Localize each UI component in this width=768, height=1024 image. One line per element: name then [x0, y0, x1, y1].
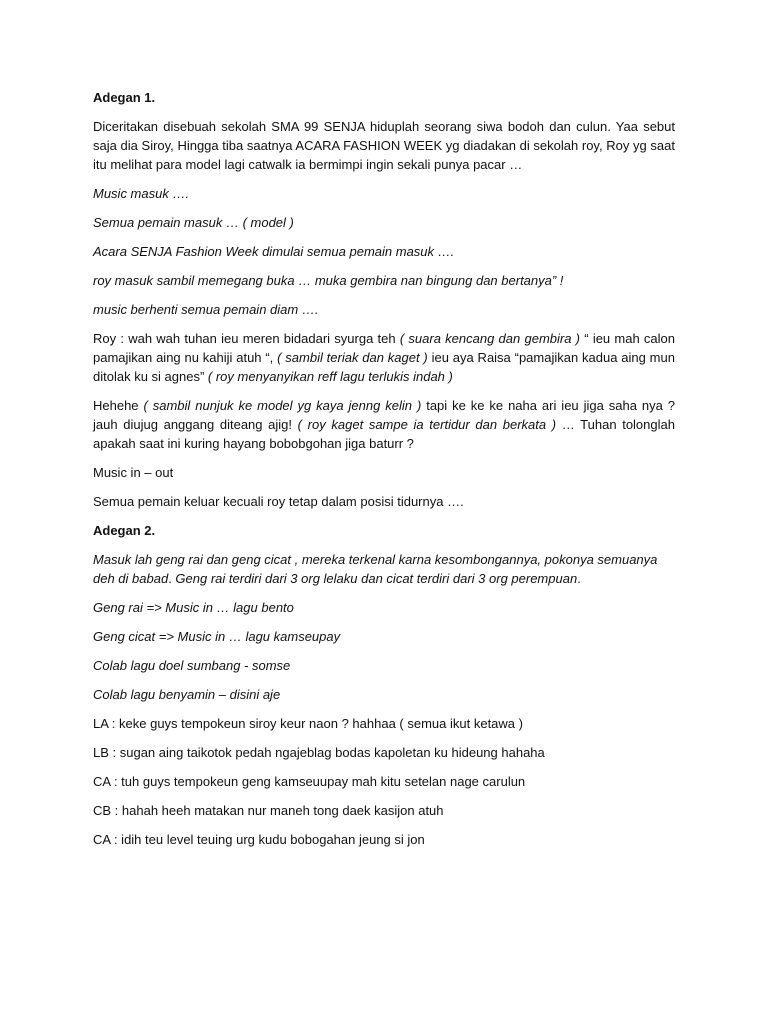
scene-2-intro-text-2: Geng rai terdiri dari 3 org lelaku dan cicat terdiri dari 3 org perempuan [175, 571, 578, 586]
stage-direction-colab-1: Colab lagu doel sumbang - somse [93, 658, 291, 673]
scene-1-intro: Diceritakan disebuah sekolah SMA 99 SENJA hiduplah seorang siwa bodoh dan culun. Yaa sebut saja dia Siroy, Hingga tiba saatnya ACARA FASHION WEEK yg diadakan di sekolah roy, Roy yg saat itu melihat para model lagi catwalk ia bermimpi ingin sekali punya pacar … [93, 119, 675, 172]
music-in-out: Music in – out [93, 465, 174, 480]
scene-2-intro-period-2: . [577, 571, 581, 586]
stage-direction-colab-2: Colab lagu benyamin – disini aje [93, 687, 281, 702]
roy-dialogue-text-1: Roy : wah wah tuhan ieu meren bidadari syurga teh [93, 331, 400, 346]
hehehe-direction-1: ( sambil nunjuk ke model yg kaya jenng kelin ) [143, 398, 427, 413]
hehehe-dialogue [93, 396, 675, 453]
roy-dialogue-direction-1: ( suara kencang dan gembira ) [399, 331, 585, 346]
hehehe-text-1: Hehehe [93, 398, 144, 413]
scene-1-heading: Adegan 1. [93, 90, 156, 105]
stage-direction-geng-cicat: Geng cicat => Music in … lagu kamseupay [93, 629, 341, 644]
stage-direction-geng-rai: Geng rai => Music in … lagu bento [93, 600, 294, 615]
hehehe-direction-2: ( roy kaget sampe ia tertidur dan berkata ) [297, 417, 562, 432]
dialogue-line: CB : hahah heeh matakan nur maneh tong daek kasijon atuh [93, 803, 444, 818]
hehehe-text-3: … Tuhan tolonglah apakah saat ini kuring hayang bobobgohan jiga baturr ? [93, 417, 675, 451]
dialogue-line: LA : keke guys tempokeun siroy keur naon ? hahhaa ( semua ikut ketawa ) [93, 716, 523, 731]
roy-dialogue-direction-2: ( sambil teriak dan kaget ) [277, 350, 432, 365]
roy-dialogue-text-2: “ ieu mah calon pamajikan aing nu kahiji atuh “, [93, 331, 675, 365]
stage-direction-fashion-week: Acara SENJA Fashion Week dimulai semua pemain masuk …. [93, 244, 455, 259]
dialogue-line: CA : tuh guys tempokeun geng kamseuupay mah kitu setelan nage carulun [93, 774, 526, 789]
stage-direction-music: Music masuk …. [93, 186, 190, 201]
players-exit: Semua pemain keluar kecuali roy tetap dalam posisi tidurnya …. [93, 494, 464, 509]
roy-dialogue-text-3: ieu aya Raisa “pamajikan kadua aing mun ditolak ku si agnes” [93, 350, 675, 384]
scene-2-intro-text-1: Masuk lah geng rai dan geng cicat , mereka terkenal karna kesombongannya, pokonya semuanya deh di babad [93, 552, 658, 586]
scene-2-heading: Adegan 2. [93, 523, 156, 538]
stage-direction-players-enter: Semua pemain masuk … ( model ) [93, 215, 294, 230]
scene-2-intro-period-1: . [168, 571, 176, 586]
hehehe-text-2: tapi ke ke ke naha ari ieu jiga saha nya ? jauh diujug anggang diteang ajig! [93, 398, 675, 432]
document-page [93, 88, 675, 859]
stage-direction-music-stops: music berhenti semua pemain diam …. [93, 302, 319, 317]
stage-direction-roy-enters: roy masuk sambil memegang buka … muka gembira nan bingung dan bertanya” ! [93, 273, 564, 288]
dialogue-line: CA : idih teu level teuing urg kudu bobogahan jeung si jon [93, 832, 425, 847]
roy-dialogue [93, 329, 675, 386]
roy-dialogue-direction-3: ( roy menyanyikan reff lagu terlukis indah ) [207, 369, 453, 384]
scene-2-intro [93, 550, 675, 588]
dialogue-line: LB : sugan aing taikotok pedah ngajeblag bodas kapoletan ku hideung hahaha [93, 745, 545, 760]
